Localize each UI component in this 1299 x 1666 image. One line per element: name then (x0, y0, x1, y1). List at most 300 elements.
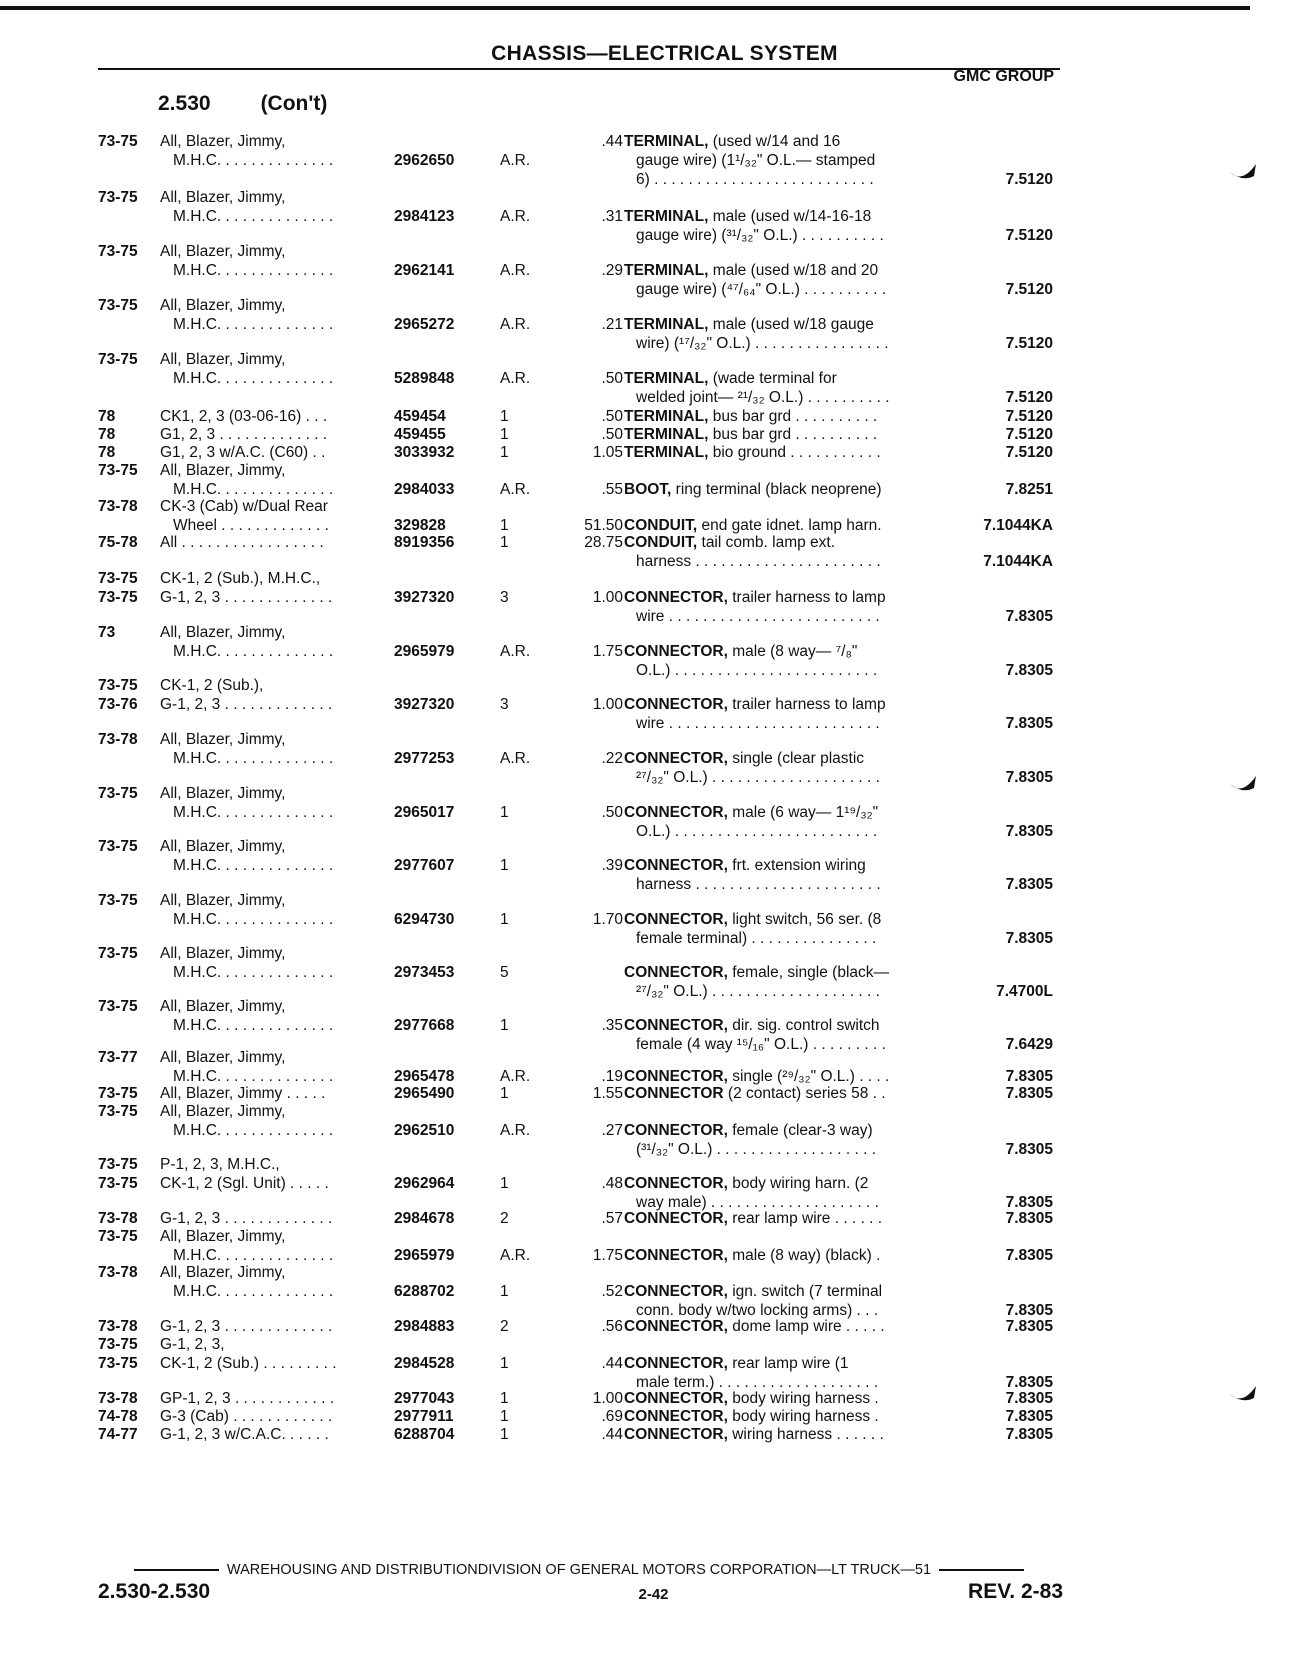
part-entry-line (0, 730, 1299, 749)
part-description (624, 261, 878, 280)
price: .22 (601, 750, 623, 767)
application: GP-1, 2, 3 . . . . . . . . . . . . (160, 1390, 334, 1407)
model-year: 73-78 (98, 1210, 138, 1227)
application: All, Blazer, Jimmy, (160, 945, 286, 962)
price: 1.00 (592, 696, 623, 713)
part-description (624, 1354, 849, 1373)
part-entry-line (0, 207, 1299, 226)
catalog-code: 7.5120 (1005, 444, 1053, 461)
part-entry-line (0, 1389, 1299, 1408)
quantity: 2 (500, 1318, 509, 1335)
footer-division-text: WAREHOUSING AND DISTRIBUTIONDIVISION OF GENERAL MOTORS CORPORATION—LT TRUCK—51 (226, 1562, 932, 1578)
application: All, Blazer, Jimmy, (160, 785, 286, 802)
quantity: 5 (500, 964, 509, 981)
part-name: CONNECTOR, (624, 857, 728, 874)
part-entry-line (0, 1016, 1299, 1035)
price: .52 (601, 1283, 623, 1300)
catalog-code: 7.8305 (1005, 1390, 1053, 1407)
part-name: CONNECTOR, (624, 1390, 728, 1407)
part-detail-continued: gauge wire) (⁴⁷/₆₄" O.L.) . . . . . . . . . . (636, 281, 886, 298)
catalog-code: 7.8305 (1005, 930, 1053, 947)
price: .57 (601, 1210, 623, 1227)
application: CK-1, 2 (Sub.), (160, 677, 264, 694)
part-name: CONNECTOR, (624, 1283, 728, 1300)
part-entry-line (0, 1407, 1299, 1426)
quantity: A.R. (500, 1122, 531, 1139)
part-entry (0, 533, 1299, 571)
binding-mark-icon (1228, 1382, 1258, 1404)
application: M.H.C. . . . . . . . . . . . . . (173, 857, 334, 874)
part-entry-line (0, 749, 1299, 768)
part-entry (0, 1084, 1299, 1103)
part-detail-continued: wire . . . . . . . . . . . . . . . . . . . . . . . . . (636, 715, 880, 732)
catalog-code: 7.8305 (1005, 1408, 1053, 1425)
model-year: 73-75 (98, 785, 138, 802)
part-entry-line (0, 642, 1299, 661)
price: 1.70 (592, 911, 623, 928)
part-entry (0, 242, 1299, 299)
part-detail: female (clear-3 way) (727, 1122, 873, 1139)
catalog-code: 7.5120 (1005, 227, 1053, 244)
model-year: 73-75 (98, 945, 138, 962)
header-rule (98, 68, 1060, 70)
part-entry (0, 944, 1299, 1001)
part-entry (0, 1335, 1299, 1392)
part-number: 2977911 (394, 1408, 454, 1425)
model-year: 73-75 (98, 351, 138, 368)
part-detail-continued: gauge wire) (³¹/₃₂" O.L.) . . . . . . . . . . (636, 227, 884, 244)
application: M.H.C. . . . . . . . . . . . . . (173, 152, 334, 169)
part-number: 2984033 (394, 481, 455, 498)
part-entry (0, 350, 1299, 407)
application: G-1, 2, 3 . . . . . . . . . . . . . (160, 1318, 333, 1335)
application: All, Blazer, Jimmy, (160, 133, 286, 150)
quantity: A.R. (500, 316, 531, 333)
price: 1.75 (592, 1247, 623, 1264)
model-year: 73-75 (98, 1103, 138, 1120)
model-year: 73-75 (98, 1085, 138, 1102)
part-detail: single (²⁹/₃₂" O.L.) . . . . (727, 1068, 890, 1085)
quantity: 3 (500, 696, 509, 713)
part-entry-line (0, 803, 1299, 822)
part-entry-line (0, 676, 1299, 695)
quantity: 1 (500, 804, 509, 821)
model-year: 73-75 (98, 838, 138, 855)
part-name: CONNECTOR, (624, 1122, 728, 1139)
part-number: 6288704 (394, 1426, 455, 1443)
part-description (624, 749, 864, 768)
part-entry-line (0, 963, 1299, 982)
part-description (624, 1016, 880, 1035)
application: M.H.C. . . . . . . . . . . . . . (173, 643, 334, 660)
price: .44 (601, 1355, 623, 1372)
part-description (624, 1209, 882, 1228)
application: G1, 2, 3 . . . . . . . . . . . . . (160, 426, 328, 443)
part-name: CONNECTOR, (624, 750, 728, 767)
part-detail-continued: (³¹/₃₂" O.L.) . . . . . . . . . . . . . . . . . . . (636, 1141, 877, 1158)
application: All, Blazer, Jimmy, (160, 998, 286, 1015)
part-detail: bio ground . . . . . . . . . . . (708, 444, 881, 461)
part-entry (0, 1389, 1299, 1408)
part-description (624, 443, 881, 462)
quantity: 1 (500, 517, 509, 534)
footer-section-range: 2.530-2.530 (98, 1580, 211, 1603)
part-entry (0, 461, 1299, 499)
model-year: 75-78 (98, 534, 138, 551)
quantity: 1 (500, 1085, 509, 1102)
application: Wheel . . . . . . . . . . . . . (173, 517, 329, 534)
part-entry (0, 623, 1299, 680)
part-detail: male (used w/14-16-18 (708, 208, 872, 225)
price: .50 (601, 370, 623, 387)
part-detail-continued: wire) (¹⁷/₃₂" O.L.) . . . . . . . . . . . . . . . . (636, 335, 889, 352)
price: .21 (601, 316, 623, 333)
price: .50 (601, 804, 623, 821)
application: G-3 (Cab) . . . . . . . . . . . . (160, 1408, 333, 1425)
quantity: A.R. (500, 1068, 531, 1085)
part-name: TERMINAL, (624, 408, 709, 425)
part-name: TERMINAL, (624, 262, 709, 279)
part-number: 8919356 (394, 534, 455, 551)
application: All, Blazer, Jimmy, (160, 838, 286, 855)
part-name: CONNECTOR, (624, 589, 728, 606)
application: G-1, 2, 3 w/C.A.C. . . . . . (160, 1426, 329, 1443)
part-number: 2962650 (394, 152, 455, 169)
catalog-code: 7.5120 (1005, 171, 1053, 188)
part-entry-line (0, 837, 1299, 856)
part-number: 2965490 (394, 1085, 455, 1102)
price: .56 (601, 1318, 623, 1335)
quantity: A.R. (500, 152, 531, 169)
part-entry (0, 1227, 1299, 1265)
part-detail: (2 contact) series 58 . . (723, 1085, 886, 1102)
application: G-1, 2, 3, (160, 1336, 225, 1353)
section-heading (158, 92, 327, 116)
quantity: 1 (500, 534, 509, 551)
part-number: 2977607 (394, 857, 455, 874)
catalog-code: 7.8305 (1005, 769, 1053, 786)
section-note: (Con't) (260, 92, 328, 115)
part-description (624, 1121, 873, 1140)
part-detail: body wiring harn. (2 (727, 1175, 869, 1192)
part-description (624, 425, 877, 444)
part-entry (0, 188, 1299, 245)
part-name: CONNECTOR (624, 1085, 724, 1102)
part-description (624, 642, 857, 661)
part-entry (0, 1209, 1299, 1228)
part-number: 2962510 (394, 1122, 455, 1139)
part-number: 2977253 (394, 750, 455, 767)
part-entry-line (0, 242, 1299, 261)
quantity: 2 (500, 1210, 509, 1227)
part-detail: female, single (black— (727, 964, 890, 981)
part-entry (0, 1425, 1299, 1444)
part-name: CONDUIT, (624, 534, 698, 551)
catalog-code: 7.8305 (1005, 1318, 1053, 1335)
application: M.H.C. . . . . . . . . . . . . . (173, 1247, 334, 1264)
part-detail-continued: female terminal) . . . . . . . . . . . . . . . (636, 930, 877, 947)
part-entry (0, 891, 1299, 948)
part-detail-continued: conn. body w/two locking arms) . . . (636, 1302, 879, 1319)
part-name: CONNECTOR, (624, 696, 728, 713)
part-detail: tail comb. lamp ext. (697, 534, 836, 551)
quantity: 1 (500, 857, 509, 874)
part-name: CONNECTOR, (624, 804, 728, 821)
application: M.H.C. . . . . . . . . . . . . . (173, 208, 334, 225)
part-entry-line (0, 261, 1299, 280)
part-detail: male (used w/18 gauge (708, 316, 874, 333)
part-entry-line (0, 350, 1299, 369)
model-year: 73-77 (98, 1049, 138, 1066)
catalog-code: 7.5120 (1005, 408, 1053, 425)
part-detail: male (6 way— 1¹⁹/₃₂" (727, 804, 879, 821)
footer-division-line (98, 1562, 1060, 1578)
catalog-code: 7.6429 (1005, 1036, 1053, 1053)
part-entry-line (0, 695, 1299, 714)
price: 1.55 (592, 1085, 623, 1102)
part-entry-line (0, 425, 1299, 444)
part-entry-line (0, 856, 1299, 875)
binding-mark-icon (1228, 772, 1258, 794)
part-detail: light switch, 56 ser. (8 (727, 911, 882, 928)
model-year: 73-75 (98, 998, 138, 1015)
part-number: 2973453 (394, 964, 455, 981)
application: All, Blazer, Jimmy, (160, 1049, 286, 1066)
model-year: 73-75 (98, 1336, 138, 1353)
part-detail: frt. extension wiring (727, 857, 866, 874)
application: All, Blazer, Jimmy, (160, 1228, 286, 1245)
application: M.H.C. . . . . . . . . . . . . . (173, 911, 334, 928)
part-number: 2984678 (394, 1210, 455, 1227)
part-description (624, 1084, 886, 1103)
part-detail-continued: ²⁷/₃₂" O.L.) . . . . . . . . . . . . . . . . . . . . (636, 983, 880, 1000)
model-year: 78 (98, 444, 116, 461)
application: All, Blazer, Jimmy, (160, 892, 286, 909)
model-year: 73-78 (98, 1390, 138, 1407)
part-entry (0, 443, 1299, 462)
price: 51.50 (584, 517, 623, 534)
part-entry-line (0, 944, 1299, 963)
part-name: CONNECTOR, (624, 911, 728, 928)
application: P-1, 2, 3, M.H.C., (160, 1156, 280, 1173)
part-detail-continued: welded joint— ²¹/₃₂ O.L.) . . . . . . . . . . (636, 389, 890, 406)
part-entry (0, 730, 1299, 787)
quantity: 3 (500, 589, 509, 606)
quantity: 1 (500, 1390, 509, 1407)
model-year: 73-75 (98, 189, 138, 206)
price: .50 (601, 408, 623, 425)
part-entry (0, 1102, 1299, 1159)
application: CK-1, 2 (Sub.) . . . . . . . . . (160, 1355, 337, 1372)
part-description (624, 1174, 868, 1193)
part-detail: rear lamp wire . . . . . . (727, 1210, 883, 1227)
part-entry-line (0, 1227, 1299, 1246)
part-detail: trailer harness to lamp (727, 696, 886, 713)
part-name: CONNECTOR, (624, 1408, 728, 1425)
part-entry-line (0, 1155, 1299, 1174)
model-year: 78 (98, 426, 116, 443)
quantity: A.R. (500, 481, 531, 498)
footer-page-number: 2-42 (638, 1586, 669, 1603)
part-detail: body wiring harness . (727, 1408, 879, 1425)
price: .27 (601, 1122, 623, 1139)
part-entry (0, 784, 1299, 841)
catalog-code: 7.1044KA (983, 517, 1053, 534)
catalog-code: 7.8305 (1005, 662, 1053, 679)
part-entry (0, 497, 1299, 535)
part-detail: male (used w/18 and 20 (708, 262, 879, 279)
part-detail-continued: harness . . . . . . . . . . . . . . . . . . . . . . (636, 876, 881, 893)
application: All, Blazer, Jimmy, (160, 462, 286, 479)
part-detail: dome lamp wire . . . . . (727, 1318, 885, 1335)
part-name: BOOT, (624, 481, 672, 498)
part-entry (0, 407, 1299, 426)
price: .31 (601, 208, 623, 225)
part-entry-line (0, 1084, 1299, 1103)
part-entry-line (0, 497, 1299, 516)
quantity: 1 (500, 426, 509, 443)
part-name: TERMINAL, (624, 133, 709, 150)
model-year: 74-77 (98, 1426, 138, 1443)
part-name: CONNECTOR, (624, 1068, 728, 1085)
part-number: 2977668 (394, 1017, 455, 1034)
part-entry-line (0, 910, 1299, 929)
part-number: 2965979 (394, 643, 455, 660)
catalog-code: 7.8305 (1005, 1374, 1053, 1391)
part-entry-line (0, 296, 1299, 315)
part-name: CONDUIT, (624, 517, 698, 534)
part-entry-line (0, 151, 1299, 170)
part-entry-line (0, 461, 1299, 480)
application: All, Blazer, Jimmy, (160, 189, 286, 206)
application: All, Blazer, Jimmy, (160, 297, 286, 314)
group-label: GMC GROUP (953, 68, 1054, 85)
part-entry-line (0, 315, 1299, 334)
part-description (624, 963, 889, 982)
part-description (624, 588, 886, 607)
part-detail: male (8 way) (black) . (727, 1247, 881, 1264)
model-year: 73-75 (98, 133, 138, 150)
part-number: 6288702 (394, 1283, 455, 1300)
price: 1.00 (592, 589, 623, 606)
part-number: 459454 (394, 408, 446, 425)
top-border-rule (0, 6, 1250, 10)
model-year: 73-75 (98, 570, 138, 587)
part-detail: rear lamp wire (1 (727, 1355, 849, 1372)
part-detail: trailer harness to lamp (727, 589, 886, 606)
part-detail: bus bar grd . . . . . . . . . . (708, 408, 878, 425)
part-entry-line (0, 1317, 1299, 1336)
part-entry-line (0, 1425, 1299, 1444)
catalog-code: 7.8305 (1005, 876, 1053, 893)
part-detail-continued: O.L.) . . . . . . . . . . . . . . . . . . . . . . . . (636, 662, 878, 679)
part-number: 2977043 (394, 1390, 455, 1407)
price: .44 (601, 1426, 623, 1443)
application: G-1, 2, 3 . . . . . . . . . . . . . (160, 1210, 333, 1227)
part-entry (0, 1263, 1299, 1320)
part-number: 3927320 (394, 696, 455, 713)
quantity: 1 (500, 1408, 509, 1425)
application: All, Blazer, Jimmy, (160, 1264, 286, 1281)
model-year: 73-75 (98, 462, 138, 479)
part-detail: ring terminal (black neoprene) (671, 481, 882, 498)
application: All, Blazer, Jimmy, (160, 731, 286, 748)
model-year: 73-78 (98, 498, 138, 515)
part-detail-continued: gauge wire) (1¹/₃₂" O.L.— stamped (636, 152, 876, 169)
part-name: CONNECTOR, (624, 1426, 728, 1443)
model-year: 73 (98, 624, 116, 641)
quantity: 1 (500, 408, 509, 425)
catalog-code: 7.5120 (1005, 335, 1053, 352)
part-number: 2984883 (394, 1318, 455, 1335)
quantity: A.R. (500, 1247, 531, 1264)
application: M.H.C. . . . . . . . . . . . . . (173, 964, 334, 981)
catalog-code: 7.8305 (1005, 1068, 1053, 1085)
page-title: CHASSIS—ELECTRICAL SYSTEM (491, 42, 838, 65)
price: .69 (601, 1408, 623, 1425)
part-entry-line (0, 1048, 1299, 1067)
part-number: 5289848 (394, 370, 455, 387)
part-number: 6294730 (394, 911, 455, 928)
model-year: 73-75 (98, 1175, 138, 1192)
part-detail-continued: female (4 way ¹⁵/₁₆" O.L.) . . . . . . . . . (636, 1036, 886, 1053)
quantity: 1 (500, 1426, 509, 1443)
part-entry-line (0, 1174, 1299, 1193)
model-year: 73-75 (98, 297, 138, 314)
model-year: 73-78 (98, 1264, 138, 1281)
part-description (624, 407, 877, 426)
price: .55 (601, 481, 623, 498)
part-description (624, 910, 881, 929)
price: 28.75 (584, 534, 623, 551)
part-detail: male (8 way— ⁷/₈" (727, 643, 858, 660)
part-entry (0, 132, 1299, 189)
application: M.H.C. . . . . . . . . . . . . . (173, 1283, 334, 1300)
part-name: CONNECTOR, (624, 1318, 728, 1335)
footer-rule-right (939, 1569, 1024, 1571)
quantity: A.R. (500, 370, 531, 387)
part-entry-line (0, 1209, 1299, 1228)
part-detail-continued: way male) . . . . . . . . . . . . . . . . . . . . (636, 1194, 879, 1211)
part-entry-line (0, 784, 1299, 803)
part-entry (0, 1048, 1299, 1086)
part-description (624, 803, 878, 822)
price: .44 (601, 133, 623, 150)
part-entry-line (0, 623, 1299, 642)
model-year: 78 (98, 408, 116, 425)
part-detail-continued: O.L.) . . . . . . . . . . . . . . . . . . . . . . . . (636, 823, 878, 840)
part-description (624, 1407, 879, 1426)
part-detail-continued: ²⁷/₃₂" O.L.) . . . . . . . . . . . . . . . . . . . . (636, 769, 880, 786)
application: M.H.C. . . . . . . . . . . . . . (173, 262, 334, 279)
part-number: 3927320 (394, 589, 455, 606)
application: M.H.C. . . . . . . . . . . . . . (173, 370, 334, 387)
model-year: 74-78 (98, 1408, 138, 1425)
application: G1, 2, 3 w/A.C. (C60) . . (160, 444, 326, 461)
quantity: A.R. (500, 750, 531, 767)
part-entry (0, 676, 1299, 733)
catalog-code: 7.8305 (1005, 608, 1053, 625)
price: .48 (601, 1175, 623, 1192)
catalog-code: 7.8305 (1005, 1085, 1053, 1102)
part-detail: (used w/14 and 16 (708, 133, 841, 150)
model-year: 73-75 (98, 1355, 138, 1372)
application: M.H.C. . . . . . . . . . . . . . (173, 1017, 334, 1034)
part-detail: body wiring harness . (727, 1390, 879, 1407)
application: M.H.C. . . . . . . . . . . . . . (173, 316, 334, 333)
part-detail-continued: 6) . . . . . . . . . . . . . . . . . . . . . . . . . . (636, 171, 874, 188)
quantity: 1 (500, 444, 509, 461)
